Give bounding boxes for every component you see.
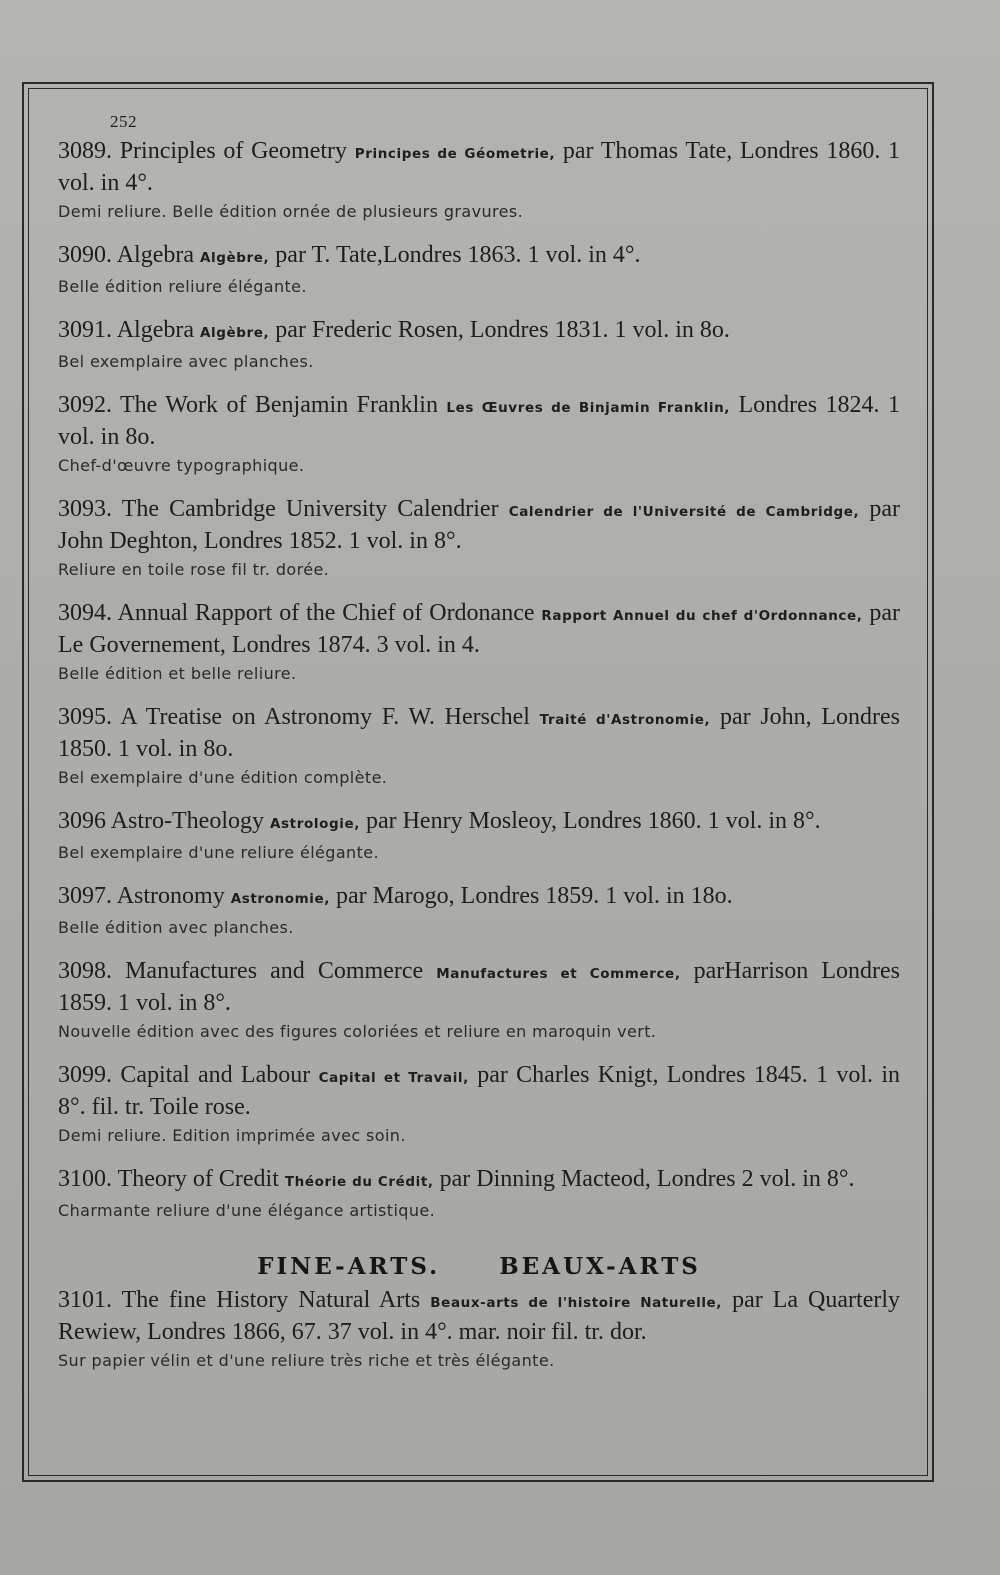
entry-english-title: The fine History Natural Arts [121,1287,421,1313]
entry-note: Nouvelle édition avec des figures coloriées et reliure en maroquin vert. [58,1022,657,1041]
entry-french-title: Manufactures et Commerce, [436,966,681,982]
entry-english-title: The Cambridge University Calendrier [121,496,499,522]
entry-note: Reliure en toile rose fil tr. dorée. [58,560,330,579]
catalog-entry [58,316,900,374]
section-title-french: BEAUX-ARTS [499,1253,701,1280]
entry-title [58,495,900,556]
entry-french-title: Rapport Annuel du chef d'Ordonnance, [541,608,863,624]
entry-number: 3101. [58,1287,112,1313]
entry-number: 3091. [58,317,112,343]
entry-english-title: Capital and Labour [120,1062,311,1088]
entry-number: 3095. [58,704,112,730]
entry-note: Bel exemplaire d'une reliure élégante. [58,843,379,862]
catalog-entry [58,495,900,582]
entry-details: par Marogo, Londres 1859. 1 vol. in 18o. [336,883,733,909]
entry-english-title: Astro-Theology [110,808,264,834]
entry-details: par La Quarterly Rewiew, Londres 1866, 67. 37 vol. in 4°. mar. noir fil. tr. dor. [58,1287,901,1345]
entry-french-title: Beaux-arts de l'histoire Naturelle, [430,1295,723,1311]
entry-english-title: Astronomy [116,883,225,909]
entry-french-title: Algèbre, [199,250,270,266]
entry-number: 3094. [58,600,112,626]
catalog-entry [58,391,900,478]
entry-french-title: Les Œuvres de Binjamin Franklin, [446,400,731,416]
entry-title [58,599,900,660]
entry-number: 3097. [58,883,112,909]
entry-note: Belle édition avec planches. [58,918,294,937]
entry-english-title: Algebra [116,317,194,343]
entry-french-title: Théorie du Crédit, [284,1174,434,1190]
entry-french-title: Astrologie, [270,816,360,832]
catalog-entry [58,137,900,224]
entry-title [58,316,900,348]
entry-title [58,807,900,839]
entry-details: par Charles Knigt, Londres 1845. 1 vol. in 8°. fil. tr. Toile rose. [58,1062,901,1120]
catalog-entry [58,1061,900,1148]
entry-french-title: Calendrier de l'Université de Cambridge, [508,504,860,520]
entry-number: 3089. [58,138,112,164]
catalog-entry [58,1286,900,1373]
entry-english-title: Manufactures and Commerce [125,958,424,984]
entry-note: Demi reliure. Edition imprimée avec soin. [58,1126,406,1145]
entry-note: Charmante reliure d'une élégance artistique. [58,1201,436,1220]
catalog-entry [58,807,900,865]
catalog-entry [58,957,900,1044]
entry-english-title: Principles of Geometry [119,138,348,164]
section-title-english: FINE-ARTS. [257,1253,441,1280]
entry-details: par John, Londres 1850. 1 vol. in 8o. [58,704,901,762]
entry-title [58,391,900,452]
entry-number: 3098. [58,958,112,984]
entry-details: Londres 1824. 1 vol. in 8o. [58,392,900,450]
entry-note: Bel exemplaire avec planches. [58,352,314,371]
entry-english-title: A Treatise on Astronomy F. W. Herschel [120,704,530,730]
entry-details: par Frederic Rosen, Londres 1831. 1 vol. in 8o. [275,317,730,343]
entry-title [58,241,900,273]
entry-details: par Le Governement, Londres 1874. 3 vol. in 4. [58,600,901,658]
catalog-entry [58,241,900,299]
catalog-content [58,137,900,1390]
page-number: 252 [110,112,137,131]
entry-title [58,137,900,198]
entry-details: par Henry Mosleoy, Londres 1860. 1 vol. in 8°. [365,808,821,834]
entry-number: 3096 [58,808,106,834]
entry-title [58,957,900,1018]
entry-details: parHarrison Londres 1859. 1 vol. in 8°. [58,958,900,1016]
catalog-entry [58,1165,900,1223]
section-heading [58,1253,900,1280]
entry-details: par Thomas Tate, Londres 1860. 1 vol. in 4°. [58,138,901,196]
entry-details: par John Deghton, Londres 1852. 1 vol. in 8°. [58,496,900,554]
entry-note: Belle édition et belle reliure. [58,664,297,683]
entry-note: Belle édition reliure élégante. [58,277,307,296]
entry-english-title: Theory of Credit [117,1166,279,1192]
entry-note: Sur papier vélin et d'une reliure très riche et très élégante. [58,1351,555,1370]
entry-title [58,1165,900,1197]
entry-english-title: Annual Rapport of the Chief of Ordonance [117,600,535,626]
entry-title [58,882,900,914]
entry-english-title: The Work of Benjamin Franklin [120,392,438,418]
entry-note: Demi reliure. Belle édition ornée de plusieurs gravures. [58,202,524,221]
catalog-entry [58,599,900,686]
entry-french-title: Capital et Travail, [318,1070,469,1086]
catalog-entry [58,703,900,790]
entry-french-title: Astronomie, [230,891,331,907]
entry-number: 3100. [58,1166,112,1192]
entry-french-title: Traité d'Astronomie, [539,712,711,728]
entry-title [58,1286,900,1347]
entry-title [58,703,900,764]
entry-note: Chef-d'œuvre typographique. [58,456,305,475]
entry-number: 3099. [58,1062,112,1088]
entry-note: Bel exemplaire d'une édition complète. [58,768,388,787]
entry-english-title: Algebra [116,242,194,268]
catalog-entry [58,882,900,940]
entry-details: par T. Tate,Londres 1863. 1 vol. in 4°. [275,242,641,268]
entry-number: 3093. [58,496,112,522]
entry-title [58,1061,900,1122]
entry-french-title: Principes de Géometrie, [354,146,556,162]
entry-number: 3092. [58,392,112,418]
entry-french-title: Algèbre, [199,325,270,341]
entry-number: 3090. [58,242,112,268]
entry-details: par Dinning Macteod, Londres 2 vol. in 8°. [439,1166,855,1192]
